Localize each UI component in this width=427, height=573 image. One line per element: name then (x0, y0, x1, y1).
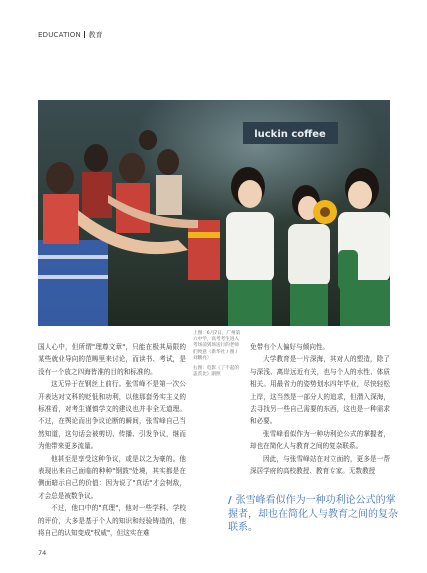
crowd-head-1 (46, 162, 74, 194)
student-shirt-2 (288, 224, 330, 286)
page-number: 74 (38, 549, 47, 557)
pull-quote-text: 张雪峰看似作为一种功利论公式的掌握者，却也在简化人与教育之间的复杂联系。 (228, 495, 398, 533)
crowd-head-4 (157, 149, 179, 175)
crowd-flag-stripe (188, 232, 220, 238)
crowd-flag (188, 220, 220, 280)
right-column (250, 341, 390, 477)
student-skirt-1 (228, 280, 272, 326)
photo (38, 100, 390, 326)
barrier-bar-2 (38, 275, 108, 279)
crowd-head-2 (84, 144, 108, 172)
caption-top: 上图：6月7日，广州第六中学，高考考生进入考场前到场送行的老师们致意（新华社 / 图 / 刘鹏亮） (193, 331, 241, 361)
crowd-body-1 (43, 194, 79, 244)
crowd-body-4 (156, 175, 182, 215)
left-paragraph-3: 他甚至是享受这种争议，或是以之为豪的。他表现出来自己面临的种种"钢鼓"处境，其实都是在侧面暗示自己的价值：因为说了"真话"才会树敌，才会总是被数争议。 (38, 454, 186, 500)
barrier-bar-1 (38, 255, 108, 259)
photo-illustration (38, 100, 390, 326)
student-shirt-1 (226, 212, 274, 282)
crowd-body-2 (82, 172, 112, 218)
student-face-1 (238, 180, 262, 208)
crowd-head-5 (139, 130, 157, 150)
crowd-barrier-left (38, 240, 108, 326)
left-paragraph-4: 不过，他口中的"真理"，他对一些学科、学校的评价，大多是基于个人的知识和经验铸造的，他将自己的认知变成"权威"，但这实在难 (38, 504, 186, 538)
photo-captions (193, 331, 243, 382)
crowd-head-3 (119, 153, 145, 183)
right-paragraph-4: 因此，与张雪峰站在对立面的，更多是一帮深居学府的高校教授、教育专家。无数教授 (250, 454, 390, 476)
student-skirt-2 (290, 284, 328, 326)
left-paragraph-2: 这无异于在钢丝上前行。张雪峰不是第一次公开表达对文科的贬低和功利，以他那套务实主义的标准看，对考生谨慎学文的建议也并非全无道理。不过，在舆论而出争议论断的瞬间，张雪峰自己当然知道，这句话会被剪切、传播、引发争议，继而为他带来更多流量。 (38, 380, 186, 451)
section-header (38, 30, 103, 40)
left-column (38, 341, 186, 540)
section-label-en: EDUCATION (38, 31, 81, 39)
right-paragraph-1: 免带有个人偏好与倾向性。 (250, 343, 330, 351)
section-label-cn: 教育 (88, 31, 103, 39)
store-sign: luckin coffee (254, 129, 326, 140)
caption-right: 右图：电影《了不起的盖茨比》剧照 (193, 366, 239, 378)
right-paragraph-2: 大学教育是一片深海，其对人的塑造，除了与深浅、离岸远近有关，也与个人的水性、体质相关。用最省力的姿势划水四年毕业，尽快轻松上岸，这当然是一部分人的追求，但潜入深海，去寻找另一些自己需要的东西，这也是一种需求和必要。 (250, 355, 390, 426)
left-paragraph-1: 国人心中，但所谓"理尊文章"，只能在极其局限的某些就业导向的范畴里来讨论，而读书、考试，是没有一个放之四海皆准的目的和标准的。 (38, 343, 186, 376)
header-divider (84, 31, 86, 38)
pull-quote (228, 494, 398, 535)
student-face-3 (348, 181, 372, 209)
green-backpack (338, 250, 358, 290)
quote-slash-mark: / (228, 495, 232, 506)
right-paragraph-3: 张雪峰看似作为一种功利论公式的掌握者，却也在简化人与教育之间的复杂联系。 (250, 429, 390, 451)
sunflower-center (320, 207, 330, 217)
